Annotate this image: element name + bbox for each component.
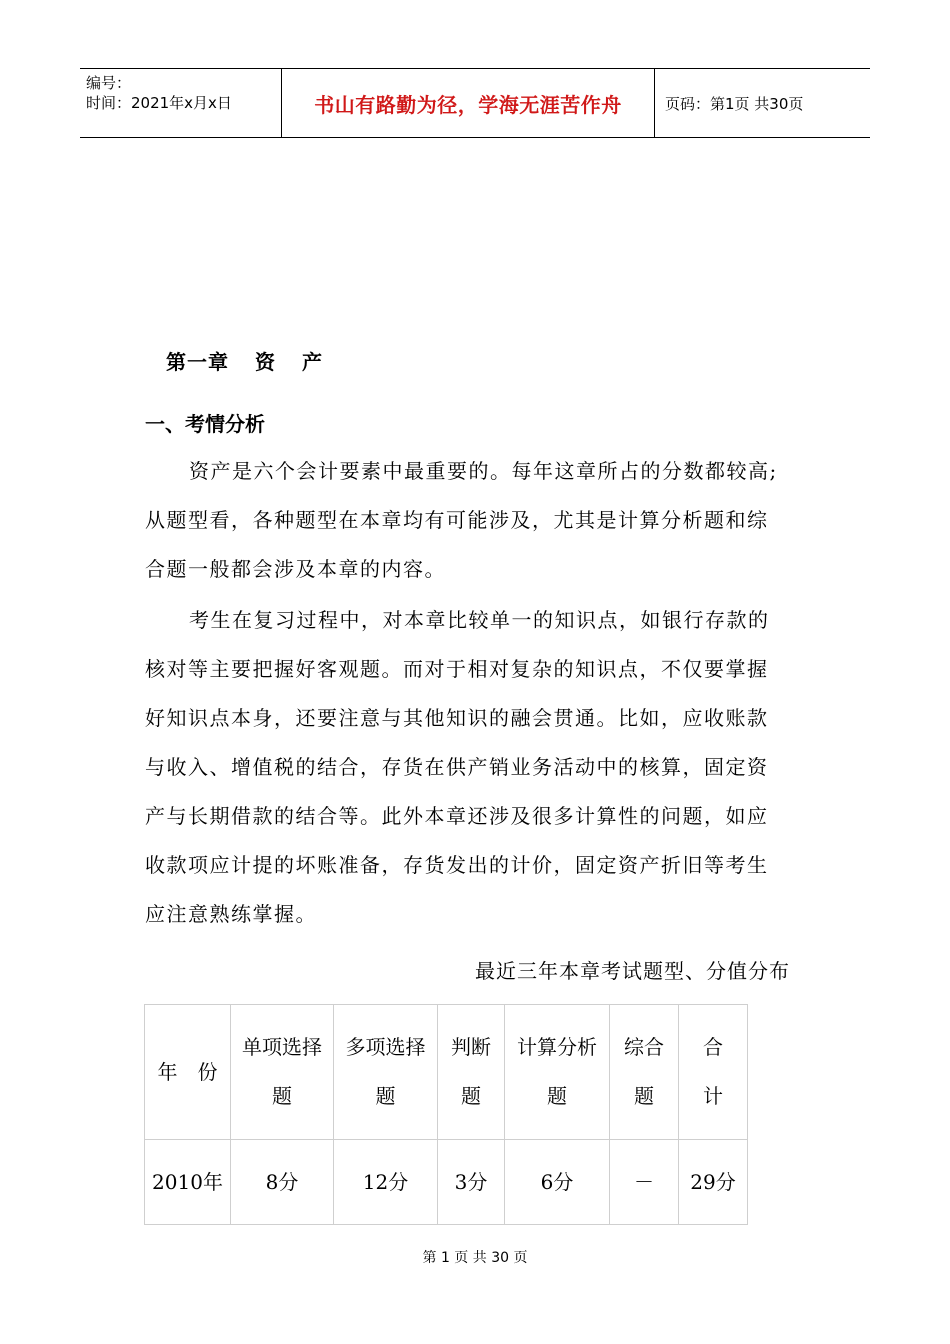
- paragraph-1: [145, 447, 795, 594]
- header-meta: [80, 69, 282, 137]
- paragraph-2: [145, 596, 795, 939]
- header-judgment: 判断 题: [438, 1005, 505, 1140]
- section-heading: 一、考情分析: [145, 412, 265, 436]
- cell-multi-choice: 12分: [334, 1140, 438, 1225]
- page-header: [80, 68, 870, 138]
- paragraph-line: 合题一般都会涉及本章的内容。: [145, 557, 446, 581]
- paragraph-line: 核对等主要把握好客观题。而对于相对复杂的知识点，不仅要掌握: [145, 657, 769, 681]
- cell-single-choice: 8分: [231, 1140, 334, 1225]
- cell-year: 2010年: [145, 1140, 231, 1225]
- page-label: 页码：第1页 共30页: [665, 94, 804, 113]
- paragraph-line: 从题型看，各种题型在本章均有可能涉及，尤其是计算分析题和综: [145, 508, 769, 532]
- header-single-choice: 单项选择 题: [231, 1005, 334, 1140]
- chapter-title: [166, 346, 323, 375]
- paragraph-line: 产与长期借款的结合等。此外本章还涉及很多计算性的问题，如应: [145, 804, 769, 828]
- paragraph-line: 好知识点本身，还要注意与其他知识的融会贯通。比如，应收账款: [145, 706, 769, 730]
- paragraph-line: 应注意熟练掌握。: [145, 902, 317, 926]
- paragraph-line: 考生在复习过程中，对本章比较单一的知识点，如银行存款的: [189, 608, 770, 632]
- chapter-name-a: 资: [255, 350, 276, 374]
- paragraph-line: 资产是六个会计要素中最重要的。每年这章所占的分数都较高;: [189, 459, 778, 483]
- paragraph-line: 与收入、增值税的结合，存货在供产销业务活动中的核算，固定资: [145, 755, 769, 779]
- cell-total: 29分: [679, 1140, 748, 1225]
- chapter-name-b: 产: [302, 350, 323, 374]
- time-label: 时间：2021年x月x日: [86, 94, 232, 112]
- cell-comprehensive: －: [610, 1140, 679, 1225]
- chapter-number: 第一章: [166, 350, 229, 374]
- motto-text: 书山有路勤为径，学海无涯苦作舟: [314, 92, 622, 117]
- table-row: [145, 1140, 748, 1225]
- header-comprehensive: 综合 题: [610, 1005, 679, 1140]
- header-motto: [282, 69, 655, 137]
- header-year: 年 份: [145, 1005, 231, 1140]
- cell-calculation: 6分: [505, 1140, 610, 1225]
- header-total: 合 计: [679, 1005, 748, 1140]
- code-label: 编号：: [86, 74, 132, 92]
- table-header-row: [145, 1005, 748, 1140]
- table-caption: 最近三年本章考试题型、分值分布: [475, 959, 790, 983]
- cell-judgment: 3分: [438, 1140, 505, 1225]
- score-distribution-table: [144, 1004, 748, 1225]
- header-calculation: 计算分析 题: [505, 1005, 610, 1140]
- header-multi-choice: 多项选择 题: [334, 1005, 438, 1140]
- page-footer: 第 1 页 共 30 页: [422, 1250, 528, 1266]
- paragraph-line: 收款项应计提的坏账准备，存货发出的计价，固定资产折旧等考生: [145, 853, 769, 877]
- header-page-info: [655, 69, 870, 137]
